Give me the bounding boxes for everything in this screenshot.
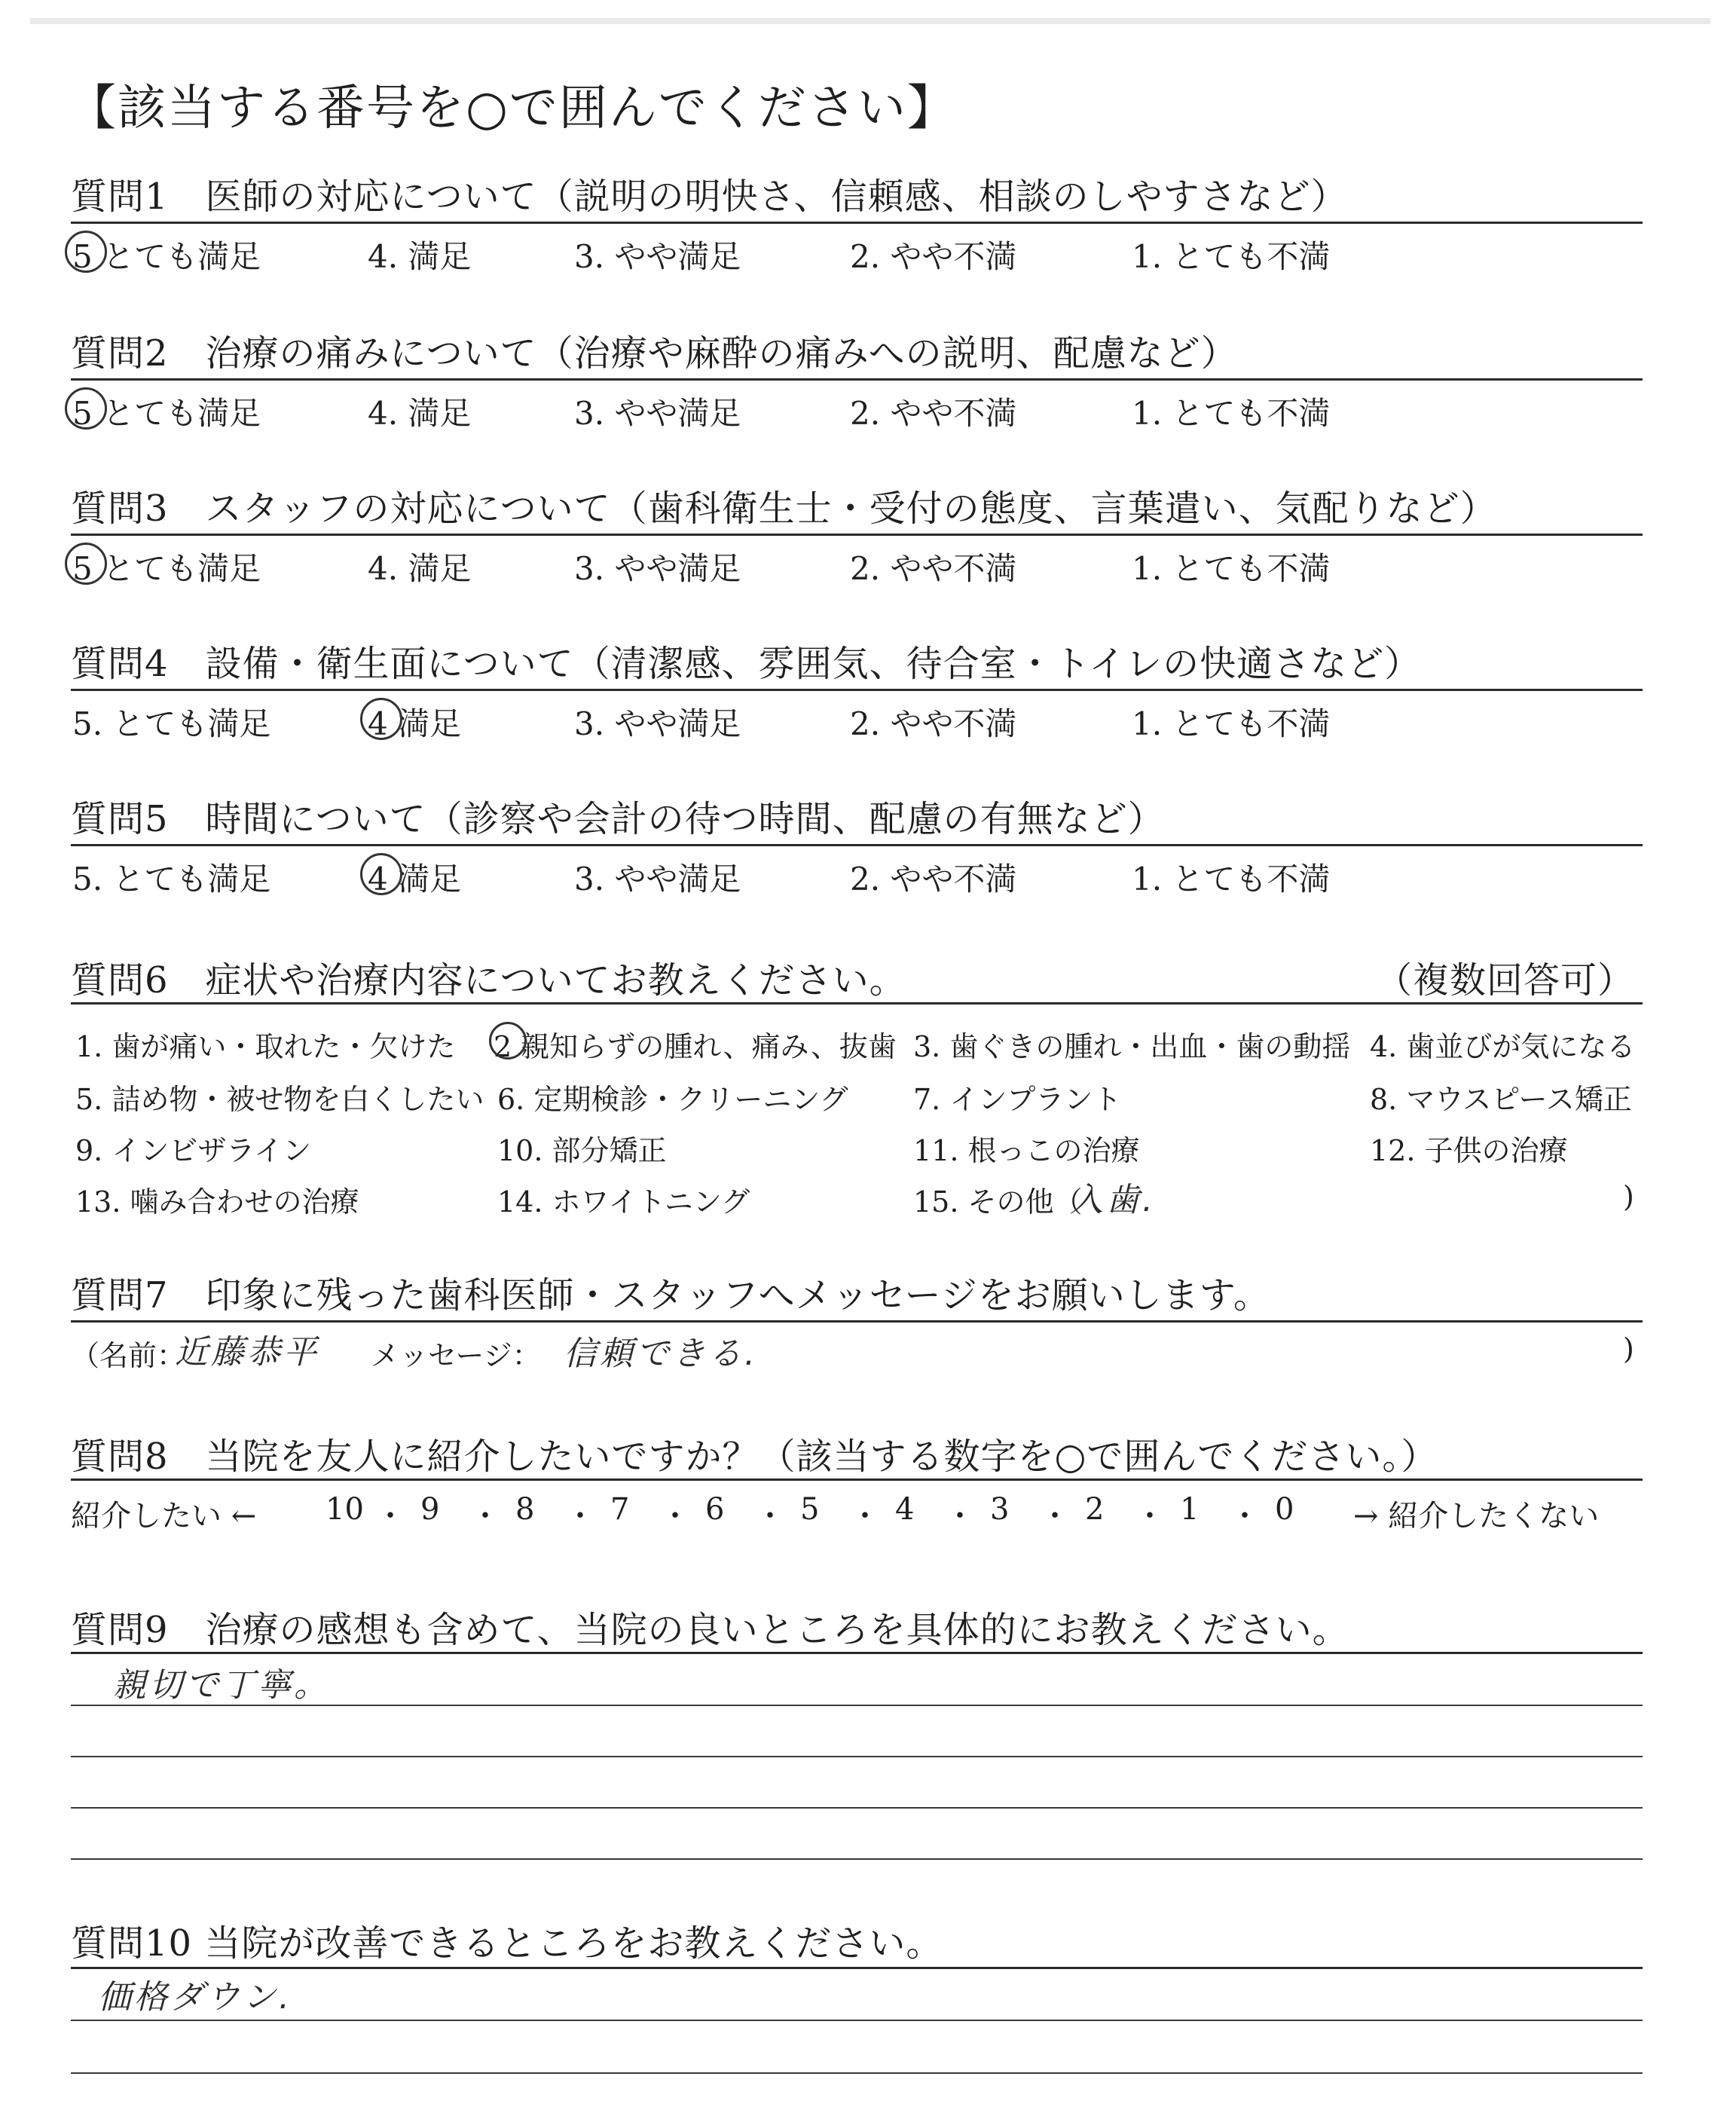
q3-option-1-label: 1. とても不満 <box>1132 550 1331 587</box>
q7-name-label: （名前： <box>71 1339 186 1372</box>
q1-option-3-label: 3. やや満足 <box>574 238 741 275</box>
q1-title: 質問1 医師の対応について（説明の明快さ、信頼感、相談のしやすさなど） <box>71 176 1348 218</box>
page-heading: 【該当する番号を○で囲んでください】 <box>68 81 957 136</box>
q8-scale-dot: ・ <box>470 1499 500 1534</box>
q8-scale-value[interactable]: 4 <box>895 1492 915 1527</box>
q3-selection-circle <box>65 543 107 585</box>
q6-item-7[interactable]: 7. インプラント <box>913 1083 1122 1116</box>
q2-rule <box>71 378 1643 381</box>
q8-scale-dot: ・ <box>660 1499 690 1534</box>
q5-title: 質問5 時間について（診察や会計の待つ時間、配慮の有無など） <box>71 798 1165 840</box>
q3-option-4-label: 4. 満足 <box>368 550 472 587</box>
q8-scale-value[interactable]: 7 <box>610 1492 630 1527</box>
q8-scale-dot: ・ <box>850 1499 880 1534</box>
q1-option-4[interactable] <box>368 232 471 277</box>
q3-option-2-label: 2. やや不満 <box>850 550 1017 587</box>
q5-option-1[interactable] <box>1132 855 1330 900</box>
q9-rule <box>71 1652 1643 1654</box>
q8-scale-dot: ・ <box>1230 1499 1260 1534</box>
q8-scale-value[interactable]: 8 <box>515 1492 535 1527</box>
q3-option-1[interactable] <box>1132 544 1330 589</box>
q5-option-2-label: 2. やや不満 <box>850 861 1017 898</box>
q10-answer-line-1 <box>71 2020 1643 2021</box>
q8-left-label: 紹介したい ← <box>71 1499 257 1534</box>
q6-item-13[interactable]: 13. 噛み合わせの治療 <box>75 1185 359 1219</box>
q7-rule <box>71 1320 1643 1323</box>
q8-scale-value[interactable]: 1 <box>1180 1492 1200 1527</box>
q8-scale-dot: ・ <box>375 1499 405 1534</box>
q8-scale-dot: ・ <box>565 1499 595 1534</box>
q6-item-4[interactable]: 4. 歯並びが気になる <box>1370 1030 1636 1063</box>
q2-option-5-label: 5 とても満足 <box>72 395 261 432</box>
q5-option-3-label: 3. やや満足 <box>574 861 741 898</box>
q8-scale-value[interactable]: 3 <box>990 1492 1010 1527</box>
q5-option-4-label: 4 満足 <box>368 861 462 898</box>
q6-item-12[interactable]: 12. 子供の治療 <box>1370 1134 1568 1167</box>
q1-option-5-label: 5 とても満足 <box>72 238 261 275</box>
q10-answer-handwritten[interactable]: 価格ダウン. <box>98 1978 292 2017</box>
q9-answer-line-4 <box>71 1858 1643 1860</box>
q4-option-4-label: 4 満足 <box>368 705 462 742</box>
q5-option-1-label: 1. とても不満 <box>1132 861 1331 898</box>
q7-message-handwritten[interactable]: 信頼できる. <box>564 1335 758 1373</box>
q8-scale-value[interactable]: 0 <box>1275 1492 1294 1527</box>
q6-item-2-label: 2 親知らずの腫れ、痛み、抜歯 <box>494 1030 897 1063</box>
q4-option-2[interactable] <box>850 699 1016 745</box>
q2-option-3[interactable] <box>574 389 741 434</box>
q5-option-4[interactable] <box>368 855 461 900</box>
q9-answer-line-2 <box>71 1756 1643 1757</box>
q1-option-3[interactable] <box>574 232 741 277</box>
q8-rule <box>71 1479 1643 1481</box>
q1-option-2-label: 2. やや不満 <box>850 238 1017 275</box>
q7-message-label: メッセージ： <box>371 1339 541 1372</box>
q4-option-1[interactable] <box>1132 699 1330 745</box>
q3-option-5-label: 5 とても満足 <box>72 550 261 587</box>
q5-option-5-label: 5. とても満足 <box>72 861 271 898</box>
q10-title: 質問10 当院が改善できるところをお教えください。 <box>71 1922 943 1965</box>
q4-rule <box>71 689 1643 691</box>
q3-title: 質問3 スタッフの対応について（歯科衛生士・受付の態度、言葉遣い、気配りなど） <box>71 488 1497 530</box>
q6-item-2[interactable] <box>494 1023 897 1065</box>
q6-title: 質問6 症状や治療内容についてお教えください。 <box>71 959 906 1001</box>
q5-rule <box>71 844 1643 846</box>
q8-scale-dot: ・ <box>1040 1499 1070 1534</box>
q1-option-1-label: 1. とても不満 <box>1132 238 1331 275</box>
q4-option-1-label: 1. とても不満 <box>1132 705 1331 742</box>
q2-title: 質問2 治療の痛みについて（治療や麻酔の痛みへの説明、配慮など） <box>71 332 1238 375</box>
q2-option-1[interactable] <box>1132 389 1330 434</box>
q8-scale-dot: ・ <box>755 1499 785 1534</box>
q8-scale-dot: ・ <box>1135 1499 1165 1534</box>
q3-option-2[interactable] <box>850 544 1016 589</box>
q1-option-5[interactable] <box>72 232 261 277</box>
q4-option-5-label: 5. とても満足 <box>72 705 271 742</box>
q3-rule <box>71 534 1643 536</box>
q2-option-5[interactable] <box>72 389 261 434</box>
q8-scale-value[interactable]: 10 <box>326 1492 364 1527</box>
q1-selection-circle <box>65 231 107 273</box>
q6-other-handwritten[interactable]: 入歯. <box>1070 1181 1156 1219</box>
q8-right-label: → 紹介したくない <box>1353 1499 1600 1534</box>
q4-option-3-label: 3. やや満足 <box>574 705 741 742</box>
q8-scale-value[interactable]: 9 <box>420 1492 440 1527</box>
q4-option-3[interactable] <box>574 699 741 745</box>
q1-option-4-label: 4. 満足 <box>368 238 472 275</box>
q6-item-11[interactable]: 11. 根っこの治療 <box>913 1134 1140 1167</box>
q9-answer-line-3 <box>71 1807 1643 1809</box>
q9-answer-handwritten[interactable]: 親切で丁寧。 <box>113 1666 330 1705</box>
q2-option-4[interactable] <box>368 389 471 434</box>
q8-scale-value[interactable]: 5 <box>800 1492 820 1527</box>
scan-top-edge <box>30 18 1710 24</box>
q6-rule <box>71 1002 1643 1005</box>
q6-item-6[interactable]: 6. 定期検診・クリーニング <box>497 1083 848 1116</box>
q7-title: 質問7 印象に残った歯科医師・スタッフへメッセージをお願いします。 <box>71 1274 1270 1316</box>
q6-item-1[interactable]: 1. 歯が痛い・取れた・欠けた <box>75 1030 456 1063</box>
q4-option-4[interactable] <box>368 699 461 745</box>
q5-option-3[interactable] <box>574 855 741 900</box>
q4-title: 質問4 設備・衛生面について（清潔感、雰囲気、待合室・トイレの快適さなど） <box>71 643 1422 685</box>
q5-option-5[interactable] <box>72 855 270 900</box>
q6-item-14[interactable]: 14. ホワイトニング <box>497 1185 750 1219</box>
q2-selection-circle <box>65 387 107 430</box>
q1-rule <box>71 222 1643 224</box>
q6-item-8[interactable]: 8. マウスピース矯正 <box>1370 1083 1632 1116</box>
q8-scale-value[interactable]: 6 <box>705 1492 725 1527</box>
q6-note: （複数回答可） <box>1376 959 1635 1001</box>
q2-option-2-label: 2. やや不満 <box>850 395 1017 432</box>
q6-item-3[interactable]: 3. 歯ぐきの腫れ・出血・歯の動揺 <box>913 1030 1351 1063</box>
q4-option-5[interactable] <box>72 699 270 745</box>
q6-item-9[interactable]: 9. インビザライン <box>75 1134 312 1167</box>
q6-item-5[interactable]: 5. 詰め物・被せ物を白くしたい <box>75 1083 484 1116</box>
q2-option-1-label: 1. とても不満 <box>1132 395 1331 432</box>
q4-selection-circle <box>360 698 402 740</box>
q6-selection-circle <box>489 1022 527 1060</box>
q7-close: ) <box>1623 1332 1634 1365</box>
q5-selection-circle <box>360 853 402 895</box>
q6-item-15[interactable]: 15. その他（ <box>913 1185 1083 1219</box>
q10-rule <box>71 1967 1643 1969</box>
q2-option-4-label: 4. 満足 <box>368 395 472 432</box>
q8-scale-value[interactable]: 2 <box>1085 1492 1105 1527</box>
q1-option-1[interactable] <box>1132 232 1330 277</box>
q3-option-3-label: 3. やや満足 <box>574 550 741 587</box>
q4-option-2-label: 2. やや不満 <box>850 705 1017 742</box>
q8-title: 質問8 当院を友人に紹介したいですか？（該当する数字を○で囲んでください。） <box>71 1436 1438 1478</box>
q6-item-10[interactable]: 10. 部分矯正 <box>497 1134 667 1167</box>
q8-scale-dot: ・ <box>945 1499 975 1534</box>
q7-name-handwritten[interactable]: 近藤恭平 <box>175 1333 319 1372</box>
q3-option-5[interactable] <box>72 544 261 589</box>
q3-option-4[interactable] <box>368 544 471 589</box>
q10-answer-line-2 <box>71 2072 1643 2074</box>
q3-option-3[interactable] <box>574 544 741 589</box>
q2-option-2[interactable] <box>850 389 1016 434</box>
q9-title: 質問9 治療の感想も含めて、当院の良いところを具体的にお教えください。 <box>71 1609 1349 1651</box>
q6-other-close: ) <box>1623 1180 1634 1213</box>
q5-option-2[interactable] <box>850 855 1016 900</box>
q2-option-3-label: 3. やや満足 <box>574 395 741 432</box>
q9-answer-line-1 <box>71 1705 1643 1706</box>
q1-option-2[interactable] <box>850 232 1016 277</box>
